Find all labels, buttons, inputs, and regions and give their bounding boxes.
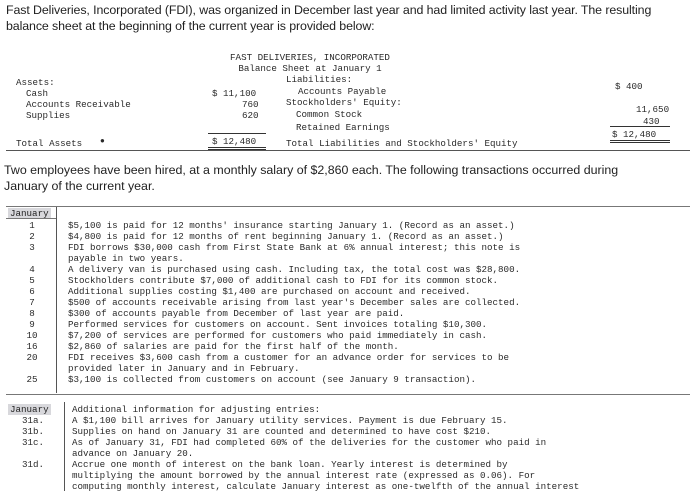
transaction-text: A delivery van is purchased using cash. Including tax, the total cost was $28,800. — [68, 264, 521, 275]
adjusting-text: A $1,100 bill arrives for January utility services. Payment is due February 15. — [72, 415, 508, 426]
transactions-header: January — [10, 208, 49, 219]
assets-label: Assets: — [16, 77, 55, 88]
adjusting-day: 31b. — [22, 426, 45, 437]
adjusting-day: 31c. — [22, 437, 45, 448]
common-stock-label: Common Stock — [296, 109, 363, 120]
adjusting-text: advance on January 20. — [72, 448, 194, 459]
transaction-day: 9 — [29, 319, 35, 330]
bullet-icon: ● — [100, 137, 105, 146]
adjusting-day: 31a. — [22, 415, 45, 426]
common-stock-value: 11,650 — [636, 104, 670, 115]
transaction-text: Additional supplies costing $1,400 are purchased on account and received. — [68, 286, 471, 297]
transaction-text: $4,800 is paid for 12 months of rent beginning January 1. (Record as an asset.) — [68, 231, 504, 242]
total-assets-label: Total Assets — [16, 138, 83, 149]
transaction-text: $2,860 of salaries are paid for the first half of the month. — [68, 341, 399, 352]
accounts-receivable-value: 760 — [242, 99, 259, 110]
transaction-day: 5 — [29, 275, 35, 286]
transaction-text: $5,100 is paid for 12 months' insurance starting January 1. (Record as an asset.) — [68, 220, 515, 231]
le-double-rule-2 — [610, 142, 670, 143]
transaction-day: 4 — [29, 264, 35, 275]
adjusting-divider — [64, 402, 65, 491]
transaction-day: 3 — [29, 242, 35, 253]
transaction-day: 1 — [29, 220, 35, 231]
transaction-day: 16 — [26, 341, 38, 352]
transaction-text: $7,200 of services are performed for customers who paid immediately in cash. — [68, 330, 488, 341]
transaction-day: 20 — [26, 352, 38, 363]
assets-double-rule-1 — [208, 147, 266, 148]
accounts-payable-value: $ 400 — [615, 81, 643, 92]
transactions-divider — [56, 207, 57, 393]
transactions-top-rule — [6, 206, 690, 207]
adjusting-text: computing monthly interest, calculate January interest as one-twelfth of the annual interest — [72, 481, 580, 492]
transaction-day: 6 — [29, 286, 35, 297]
stockholders-equity-label: Stockholders' Equity: — [286, 97, 402, 108]
transaction-day: 7 — [29, 297, 35, 308]
adjusting-day: 31d. — [22, 459, 45, 470]
transaction-text: Stockholders contribute $7,000 of additional cash to FDI for its common stock. — [68, 275, 499, 286]
transaction-day: 8 — [29, 308, 35, 319]
total-liabilities-equity-value: $ 12,480 — [612, 129, 657, 140]
retained-earnings-value: 430 — [643, 116, 660, 127]
total-liabilities-equity-label: Total Liabilities and Stockholders' Equity — [286, 138, 518, 149]
adjusting-text: Accrue one month of interest on the bank loan. Yearly interest is determined by — [72, 459, 508, 470]
assets-total-rule — [208, 133, 266, 134]
transaction-text: FDI receives $3,600 cash from a customer for an advance order for services to be — [68, 352, 510, 363]
transaction-day: 2 — [29, 231, 35, 242]
accounts-receivable-label: Accounts Receivable — [26, 99, 131, 110]
adjusting-text: Supplies on hand on January 31 are counted and determined to have cost $210. — [72, 426, 492, 437]
balance-sheet-company: FAST DELIVERIES, INCORPORATED — [230, 52, 390, 63]
transaction-text: FDI borrows $30,000 cash from First State Bank at 6% annual interest; this note is — [68, 242, 521, 253]
transaction-text: $3,100 is collected from customers on account (see January 9 transaction). — [68, 374, 476, 385]
balance-sheet-title: Balance Sheet at January 1 — [238, 63, 382, 74]
transactions-intro: Two employees have been hired, at a monthly salary of $2,860 each. The following transactions occurred during January of the current year. — [4, 163, 619, 193]
equity-underline — [610, 126, 670, 127]
transaction-text: payable in two years. — [68, 253, 184, 264]
le-double-rule-1 — [610, 140, 670, 141]
cash-value: $ 11,100 — [212, 88, 257, 99]
supplies-value: 620 — [242, 110, 259, 121]
accounts-payable-label: Accounts Payable — [298, 86, 387, 97]
transactions-header-rule — [6, 218, 56, 219]
adjusting-text: As of January 31, FDI had completed 60% of the deliveries for the customer who paid in — [72, 437, 547, 448]
liabilities-label: Liabilities: — [286, 74, 353, 85]
transaction-text: provided later in January and in February. — [68, 363, 300, 374]
transactions-bottom-rule — [6, 394, 690, 395]
cash-label: Cash — [26, 88, 49, 99]
total-assets-value: $ 12,480 — [212, 136, 257, 147]
transaction-text: $300 of accounts payable from December of last year are paid. — [68, 308, 405, 319]
transaction-day: 25 — [26, 374, 38, 385]
balance-sheet-bottom-rule — [6, 150, 690, 151]
transaction-text: $500 of accounts receivable arising from last year's December sales are collected. — [68, 297, 521, 308]
supplies-label: Supplies — [26, 110, 71, 121]
intro-text: Fast Deliveries, Incorporated (FDI), was organized in December last year and had limited activity last year. The resulting balance sheet at the beginning of the current year is provided below: — [6, 3, 652, 33]
transaction-text: Performed services for customers on account. Sent invoices totaling $10,300. — [68, 319, 488, 330]
adjusting-header: January — [10, 404, 49, 415]
transaction-day: 10 — [26, 330, 38, 341]
retained-earnings-label: Retained Earnings — [296, 122, 390, 133]
adjusting-text: multiplying the amount borrowed by the annual interest rate (expressed as 0.06). For — [72, 470, 536, 481]
adjusting-title: Additional information for adjusting entries: — [72, 404, 321, 415]
